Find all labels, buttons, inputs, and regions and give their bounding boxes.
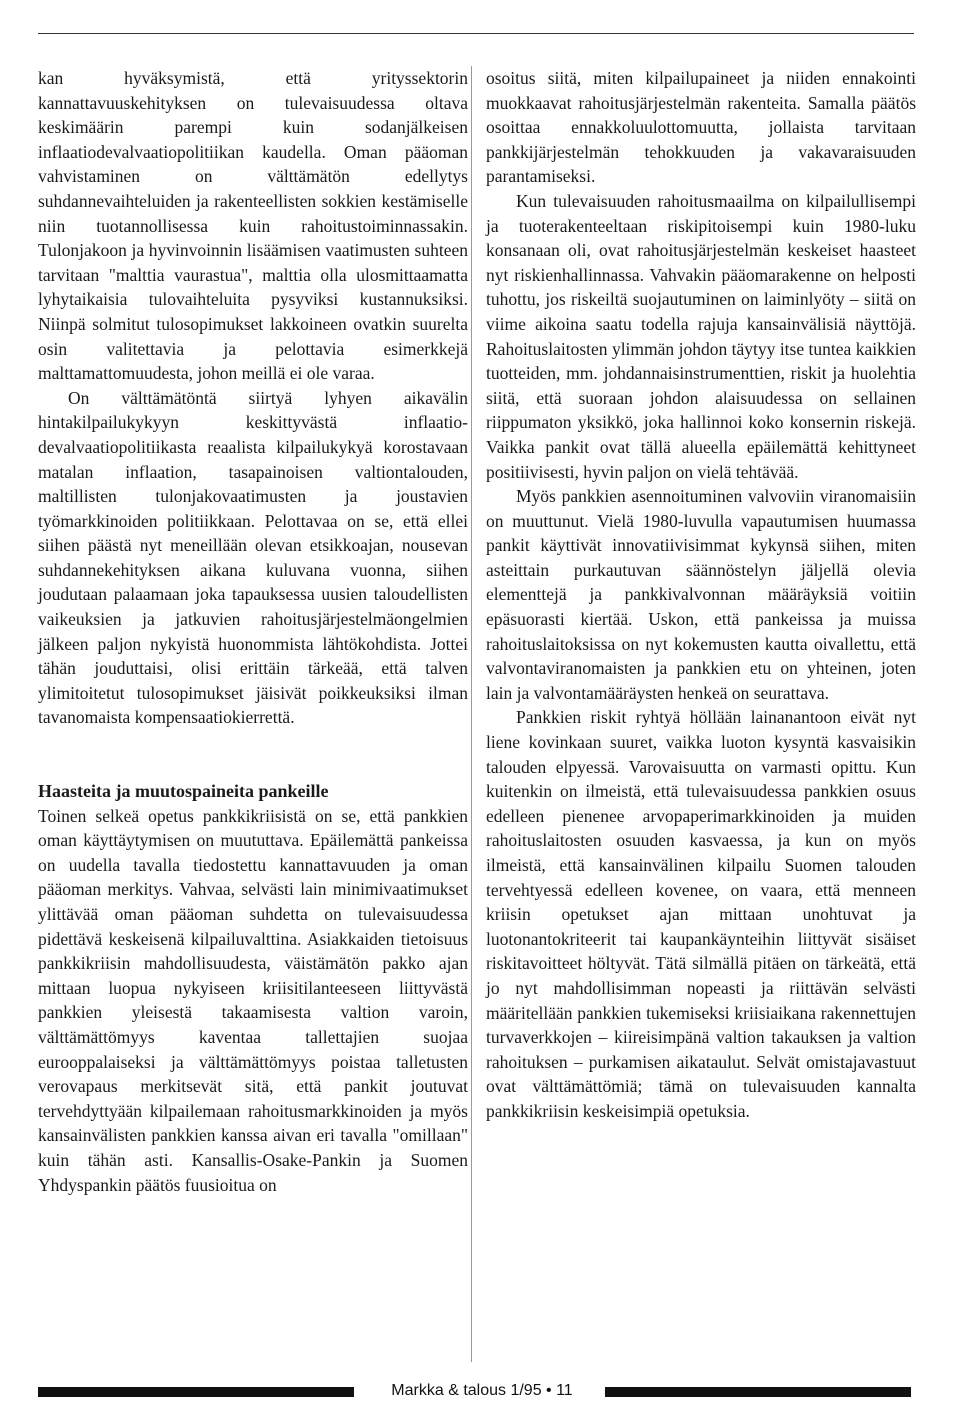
section-spacer	[38, 730, 468, 779]
paragraph: Pankkien riskit ryhtyä höllään lainanantoon eivät nyt liene kovinkaan suuret, vaikka luoton kysyntä kasvaisikin talouden elpyessä. Varovaisuutta on varmasti opittu. Kun kuitenkin on ilmeistä, että tulevaisuudessa pankkien osuus edelleen pienenee arvopaperimarkkinoiden ja muiden rahoituslaitosten osuuden kasvaessa, ja kun on myös ilmeistä, että kansainvälinen kilpailu Suomen talouden tervehtyessä edelleen kovenee, on vaara, että menneen kriisin opetukset ajan mittaan unohtuvat ja luotonantokriteerit tai kaupankäynteihin liittyvät sisäiset riskitavoitteet höltyvät. Tätä silmällä pitäen on tärkeätä, että jo nyt mahdollisimman nopeasti ja riittävän selvästi määritellään pankkien tukemiseksi kriisiaikana rakennettujen turvaverkkojen – kiireisimpänä valtion takauksen ja valtion rahoituksen – purkamisen aikataulut. Selvät omistajavastuut ovat välttämättömiä; tämä on tulevaisuuden kannalta pankkikriisin keskeisimpiä opetuksia.	[486, 707, 916, 1121]
top-rule	[38, 33, 914, 34]
right-column	[486, 66, 916, 1124]
section-heading: Haasteita ja muutospaineita pankeille	[38, 781, 329, 802]
paragraph: Kun tulevaisuuden rahoitusmaailma on kilpailullisempi ja tuoterakenteeltaan riskipitoisempi kuin 1980-luku konsanaan oli, ovat rahoitusjärjestelmän keskeiset haasteet nyt riskienhallinnassa. Vahvakin pääomarakenne on helposti tuhottu, jos riskeiltä suojautuminen on laiminlyöty – siitä on viime aikoina saatu todella rajuja kansainvälisiä näyttöjä. Rahoituslaitosten ylimmän johdon täytyy itse tuntea kaikkien tuotteiden, mm. johdannaisinstrumenttien, riskit ja huolehtia siitä, että suoraan johdon alaisuudessa on sellainen riippumaton yksikkö, joka hallinnoi koko konsernin riskejä. Vaikka pankit ovat tällä alueella epäilemättä kehittyneet positiivisesti, hyvin paljon on vielä tehtävää.	[486, 190, 916, 482]
footer-bar-right	[605, 1387, 911, 1397]
paragraph: On välttämätöntä siirtyä lyhyen aikavälin hintakilpailukykyyn keskittyvästä inflaatio-devalvaatiopolitiikasta reaalista kilpailukykyä korostavaan matalan inflaation, tasapainoisen valtiontalouden, maltillisten tulonjakovaatimusten ja joustavien työmarkkinoiden politiikkaan. Pelottavaa on se, että ellei siihen päästä nyt meneillään olevan etsikkoajan, nousevan suhdannekehityksen aikana kuluvana vuonna, siihen joudutaan palaamaan joka tapauksessa uusien taloudellisten vaikeuksien ja jatkuvien rahoitusjärjestelmäongelmien jälkeen paljon nykyistä huonommista lähtökohdista. Jottei tähän jouduttaisi, olisi erittäin tärkeää, että talven ylimitoitetut tulosopimukset jäisivät poikkeuksiksi ilman tavanomaista kompensaatiokierrettä.	[38, 387, 468, 728]
paragraph: Myös pankkien asennoituminen valvoviin viranomaisiin on muuttunut. Vielä 1980-luvulla vapautumisen huumassa pankit käyttivät innovatiivisimmat kykynsä siihen, miten asteittain purkautuvan säännöstelyn jäljellä olevia elementtejä ja pankkivalvonnan määräyksiä voitiin epäsuorasti kiertää. Uskon, että pankeissa ja muissa rahoituslaitoksissa on nyt kokemusten kautta oivallettu, että valvontaviranomaisten ja pankkien etu on yhteinen, joten lain ja valvontamääräysten henkeä on seurattava.	[486, 486, 916, 703]
footer-page-label: Markka & talous 1/95 • 11	[391, 1382, 573, 1399]
paragraph: Toinen selkeä opetus pankkikriisistä on se, että pankkien oman käyttäytymisen on muututtava. Epäilemättä pankeissa on uudella tavalla tiedostettu kannattavuuden ja oman pääoman merkitys. Vahvaa, selvästi lain minimivaatimukset ylittävää oman pääoman suhdetta on tulevaisuudessa pidettävä keskeisenä kilpailuvalttina. Asiakkaiden tietoisuus pankkikriisin mahdollisuudesta, väistämätön pakko ajan mittaan luopua nykyiseen kriisitilanteeseen liittyvästä pankkien yleisestä takaamisesta valtion varoin, välttämättömyys kaventaa tallettajien suojaa eurooppalaiseksi ja välttämättömyys poistaa talletusten verovapaus merkitsevät sitä, että pankit joutuvat tervehdyttyään kilpailemaan rahoitusmarkkinoiden ja myös kansainvälisten pankkien kanssa aivan eri tavalla "omillaan" kuin tähän asti. Kansallis-Osake-Pankin ja Suomen Yhdyspankin päätös fuusioitua on	[38, 805, 468, 1195]
footer-bar-left	[38, 1387, 354, 1397]
column-divider	[471, 66, 472, 1362]
left-column	[38, 66, 468, 1197]
paragraph: kan hyväksymistä, että yrityssektorin kannattavuuskehityksen on tulevaisuudessa oltava keskimäärin parempi kuin sodanjälkeisen inflaatiodevalvaatiopolitiikan kaudella. Oman pääoman vahvistaminen on välttämätön edellytys suhdannevaihteluiden ja rakenteellisten sokkien kestämiselle niin tuotannollisessa kuin rahoitustoiminnassakin. Tulonjakoon ja hyvinvoinnin lisäämisen vaatimusten suhteen tarvitaan "malttia vaurastua", malttia olla ulosmittaamatta lyhytaikaisia tulovaihteluita pysyviksi kustannuksiksi. Niinpä solmitut tulosopimukset lakkoineen ovatkin suurelta osin valitettavia ja pelottavia esimerkkejä malttamattomuudesta, johon meillä ei ole varaa.	[38, 68, 468, 384]
paragraph: osoitus siitä, miten kilpailupaineet ja niiden ennakointi muokkaavat rahoitusjärjestelmän rakenteita. Samalla päätös osoittaa ennakkoluulottomuutta, jollaista tarvitaan pankkijärjestelmän tehokkuuden ja vakavaraisuuden parantamiseksi.	[486, 68, 916, 187]
page-footer	[0, 1381, 959, 1411]
